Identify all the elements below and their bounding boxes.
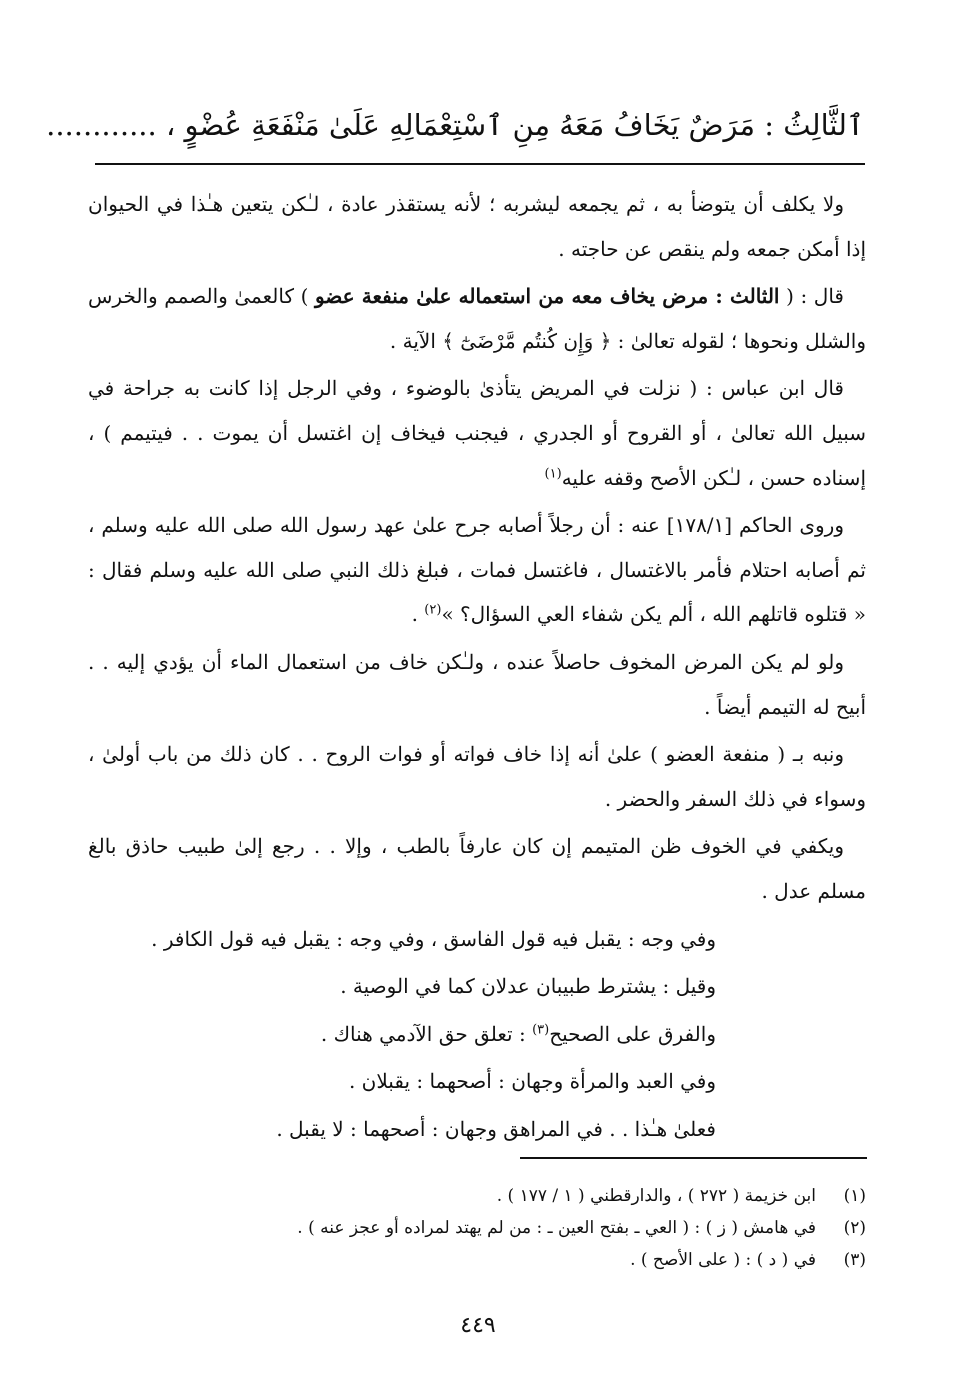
paragraph-3-text: قال ابن عباس : ( نزلت في المريض يتأذىٰ بالوضوء ، وفي الرجل إذا كانت به جراحة في سبيل الله تعالىٰ ، أو القروح أو الجدري ، فيجنب فيخاف إن اغتسل أن يموت . . فيتيمم ) ، إسناده حسن ، لـٰكن الأصح وقفه عليه xyxy=(88,376,866,490)
footnote-ref-1[interactable]: (١) xyxy=(544,465,562,481)
paragraph-8-text: وفي وجه : يقبل فيه قول الفاسق ، وفي وجه : يقبل فيه قول الكافر . xyxy=(151,926,716,951)
footnotes xyxy=(86,1180,866,1276)
footnote-ref-2[interactable]: (٢) xyxy=(424,602,442,618)
paragraph-9 xyxy=(88,964,866,1009)
paragraph-7 xyxy=(88,824,866,913)
matn-header-line xyxy=(46,100,864,150)
paragraph-4-text: وروى الحاكم [١٧٨/١] عنه : أن رجلاً أصابه جرح علىٰ عهد رسول الله صلى الله عليه وسلم ، ثم أصابه احتلام فأمر بالاغتسال ، فاغتسل فمات ، فبلغ ذلك النبي صلى الله عليه وسلم فقال : « قتلوه قاتلهم الله ، ألم يكن شفاء العي السؤال؟ » xyxy=(88,513,866,627)
paragraph-12-text: فعلىٰ هـٰذا . . في المراهق وجهان : أصحهما : لا يقبل . xyxy=(276,1116,716,1141)
footnote-ref-3[interactable]: (٣) xyxy=(532,1022,550,1038)
footnote-divider xyxy=(520,1157,867,1159)
paragraph-11-text: وفي العبد والمرأة وجهان : أصحهما : يقبلان . xyxy=(348,1069,716,1094)
paragraph-12 xyxy=(88,1107,866,1152)
paragraph-7-text: ويكفي في الخوف ظن المتيمم إن كان عارفاً بالطب ، وإلا . . رجع إلىٰ طبيب حاذق بالغ مسلم عدل . xyxy=(88,834,866,903)
paragraph-6 xyxy=(88,732,866,821)
paragraph-5 xyxy=(88,640,866,729)
paragraph-5-text: ولو لم يكن المرض المخوف حاصلاً عنده ، ولـٰكن خاف من استعمال الماء أن يؤدي إليه . . أبيح له التيمم أيضاً . xyxy=(88,649,866,719)
footnote-2 xyxy=(86,1212,866,1244)
footnote-number: (١) xyxy=(843,1186,866,1206)
paragraph-1 xyxy=(88,182,866,271)
paragraph-2 xyxy=(88,274,866,363)
matn-quote-bold: الثالث : مرض يخاف معه من استعماله علىٰ منفعة عضو xyxy=(314,284,780,309)
paragraph-4-tail: . xyxy=(411,602,425,627)
paragraph-3 xyxy=(88,366,866,500)
footnote-text: في هامش ( ز ) : ( العي ـ بفتح العين ـ : من لم يهتد لمراده أو عجز عنه ) . xyxy=(297,1218,816,1238)
footnote-text: في ( د ) : ( على الأصح ) . xyxy=(630,1250,816,1270)
paragraph-2-pre: قال : ( xyxy=(779,284,844,309)
footnote-number: (٣) xyxy=(843,1250,866,1270)
paragraph-2-post: ) كالعمىٰ والصمم والخرس والشلل ونحوها ؛ لقوله تعالىٰ : ﴿ وَإِن كُنتُم مَّرْضَىٰٓ ﴾ الآية . xyxy=(88,284,866,353)
matn-leader-dots: ............ xyxy=(46,108,157,142)
footnote-text: ابن خزيمة ( ٢٧٢ ) ، والدارقطني ( ١ / ١٧٧ ) . xyxy=(496,1186,816,1206)
paragraph-6-text: ونبه بـ ( منفعة العضو ) علىٰ أنه إذا خاف فواته أو فوات الروح . . كان ذلك من باب أولىٰ ، وسواء في ذلك السفر والحضر . xyxy=(88,742,866,811)
paragraph-10 xyxy=(88,1012,866,1057)
paragraph-1-text: ولا يكلف أن يتوضأ به ، ثم يجمعه ليشربه ؛ لأنه يستقذر عادة ، لـٰكن يتعين هـٰذا في الحيوان إذا أمكن جمعه ولم ينقص عن حاجته . xyxy=(88,192,866,261)
footnote-3 xyxy=(86,1244,866,1276)
header-divider xyxy=(95,163,865,165)
paragraph-11 xyxy=(88,1059,866,1104)
paragraph-4 xyxy=(88,503,866,637)
paragraph-10-post: : تعلق حق الآدمي هناك . xyxy=(320,1021,533,1046)
footnote-number: (٢) xyxy=(843,1218,866,1238)
footnote-1 xyxy=(86,1180,866,1212)
paragraph-10-pre: والفرق على الصحيح xyxy=(549,1021,716,1046)
matn-text: ٱلثَّالِثُ : مَرَضٌ يَخَافُ مَعَهُ مِنِ ٱسْتِعْمَالِهِ عَلَىٰ مَنْفَعَةِ عُضْوٍ ، xyxy=(165,108,864,142)
commentary-body xyxy=(88,182,866,1154)
paragraph-8 xyxy=(88,917,866,962)
page-number: ٤٤٩ xyxy=(460,1313,496,1338)
paragraph-9-text: وقيل : يشترط طبيبان عدلان كما في الوصية . xyxy=(340,974,716,999)
